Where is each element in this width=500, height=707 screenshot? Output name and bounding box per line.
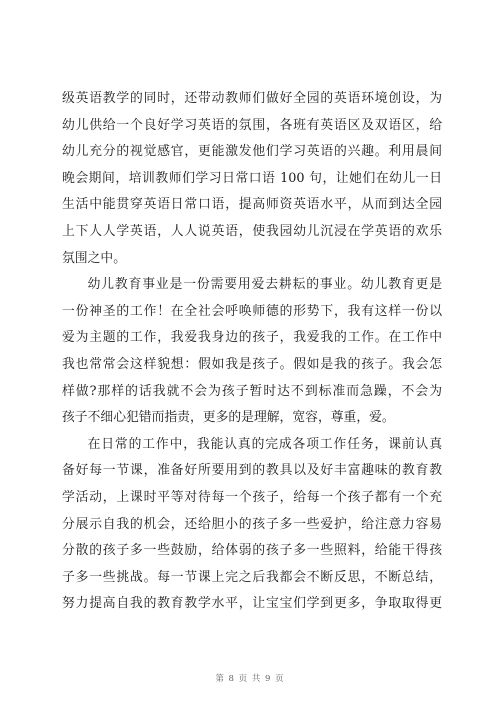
text-line: 氛围之中。	[62, 250, 126, 266]
paragraph-3	[62, 432, 442, 618]
text-line: 幼儿教育事业是一份需要用爱去耕耘的事业。幼儿教育更是	[87, 277, 442, 293]
page-number-footer: 第 8 页 共 9 页	[215, 674, 285, 684]
text-line: 我也常常会这样貌想：假如我是孩子。假如是我的孩子。我会怎	[62, 356, 442, 372]
text-line: 生活中能贯穿英语日常口语，提高师资英语水平，从而到达全园	[62, 197, 442, 213]
text-line: 样做?那样的话我就不会为孩子暂时达不到标准而急躁，不会为	[62, 383, 442, 399]
text-line: 分展示自我的机会，还给胆小的孩子多一些爱护，给注意力容易	[62, 516, 442, 532]
text-line: 分散的孩子多一些鼓励，给体弱的孩子多一些照料，给能干得孩	[62, 543, 442, 559]
text-line: 学活动，上课时平等对待每一个孩子，给每一个孩子都有一个充	[62, 489, 442, 505]
paragraph-1	[62, 86, 442, 272]
text-line: 级英语教学的同时，还带动教师们做好全园的英语环境创设，为	[62, 91, 442, 106]
document-body	[62, 86, 442, 618]
text-line: 在日常的工作中，我能认真的完成各项工作任务，课前认真	[87, 436, 442, 452]
text-line: 幼儿充分的视觉感官，更能激发他们学习英语的兴趣。利用晨间	[62, 144, 442, 160]
text-line: 晚会期间，培训教师们学习日常口语 100 句，让她们在幼儿一日	[62, 170, 442, 186]
text-line: 上下人人学英语，人人说英语，使我园幼儿沉浸在学英语的欢乐	[62, 223, 442, 239]
text-line: 子多一些挑战。每一节课上完之后我都会不断反思，不断总结，	[62, 569, 442, 585]
text-line: 孩子不细心犯错而指责，更多的是理解，宽容，尊重，爱。	[62, 410, 395, 426]
text-line: 努力提高自我的教育教学水平，让宝宝们学到更多，争取取得更	[62, 596, 442, 612]
text-line: 备好每一节课，准备好所要用到的教具以及好丰富趣味的教育教	[62, 463, 442, 479]
text-line: 爱为主题的工作，我爱我身边的孩子，我爱我的工作。在工作中	[62, 330, 442, 346]
paragraph-2	[62, 272, 442, 432]
text-line: 一份神圣的工作！在全社会呼唤师德的形势下，我有这样一份以	[62, 303, 442, 319]
text-line: 幼儿供给一个良好学习英语的氛围，各班有英语区及双语区，给	[62, 117, 442, 133]
